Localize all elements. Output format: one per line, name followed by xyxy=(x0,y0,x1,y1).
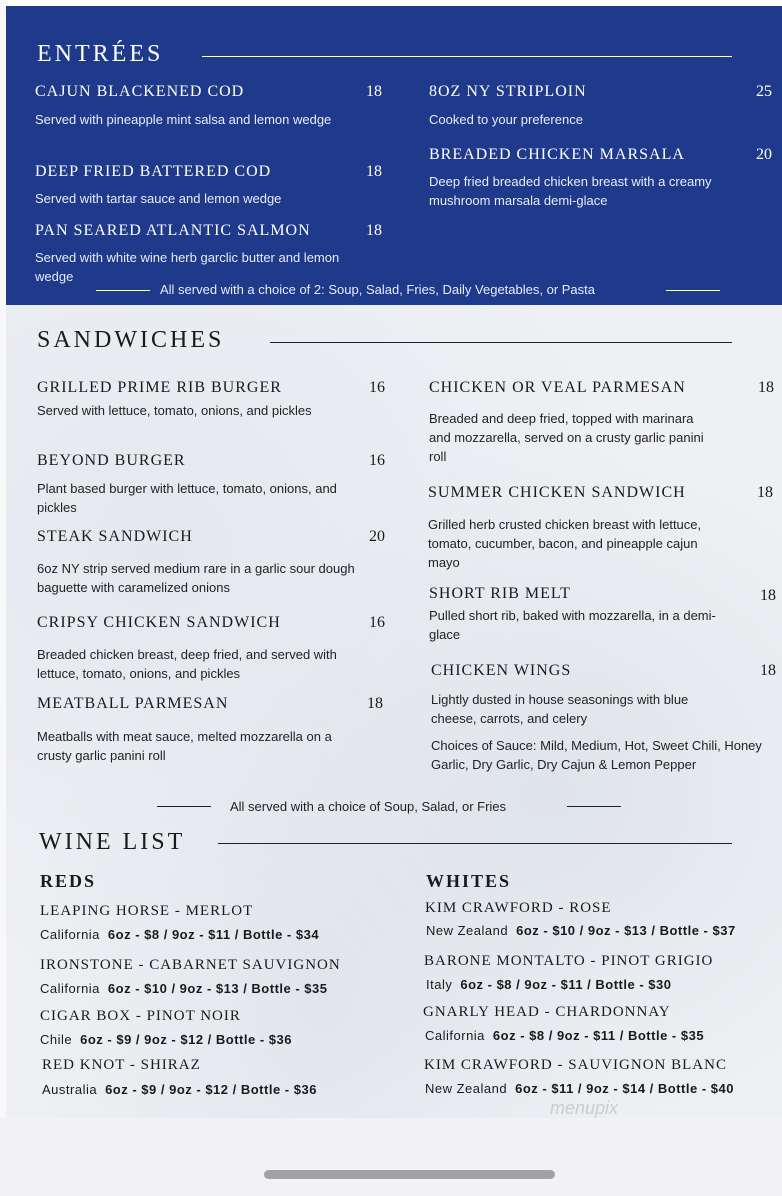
dish-description: Pulled short rib, baked with mozzarella, in a demi-glace xyxy=(429,608,716,642)
dish-description: Grilled herb crusted chicken breast with lettuce, tomato, cucumber, bacon, and pineapple cajun mayo xyxy=(428,517,702,570)
wine-origin: New Zealand xyxy=(426,923,509,938)
dish-name: GRILLED PRIME RIB BURGER xyxy=(37,379,282,396)
dish-price: 18 xyxy=(760,662,776,679)
dish-description: Deep fried breaded chicken breast with a creamy mushroom marsala demi-glace xyxy=(429,174,712,208)
dish-price: 18 xyxy=(367,695,383,712)
dish-name: STEAK SANDWICH xyxy=(37,528,193,545)
dish-price: 16 xyxy=(369,614,385,631)
dish-price: 18 xyxy=(758,379,774,396)
wine-title-rule xyxy=(218,843,732,844)
wine-details xyxy=(40,927,319,942)
wine-prices: 6oz - $8 / 9oz - $11 / Bottle - $34 xyxy=(107,927,320,942)
sauce-choices: Choices of Sauce: Mild, Medium, Hot, Sweet Chili, Honey Garlic, Dry Garlic, Dry Cajun & Lemon Pepper xyxy=(431,738,762,772)
dish-name: SUMMER CHICKEN SANDWICH xyxy=(428,484,686,501)
wine-name: CIGAR BOX - PINOT NOIR xyxy=(40,1008,241,1024)
wine-origin: Italy xyxy=(426,977,453,992)
dish-name: MEATBALL PARMESAN xyxy=(37,695,229,712)
wine-details xyxy=(425,1081,734,1096)
dish-name: BEYOND BURGER xyxy=(37,452,186,469)
dish-name: CHICKEN OR VEAL PARMESAN xyxy=(429,379,686,396)
sandwiches-note: All served with a choice of Soup, Salad, or Fries xyxy=(230,799,507,814)
wine-details xyxy=(40,981,328,996)
dish-name: BREADED CHICKEN MARSALA xyxy=(429,146,685,163)
wine-prices: 6oz - $11 / 9oz - $14 / Bottle - $40 xyxy=(515,1081,734,1096)
wine-details xyxy=(40,1032,292,1047)
dish-price: 16 xyxy=(369,379,385,396)
wine-name: LEAPING HORSE - MERLOT xyxy=(40,903,254,919)
dish-description: Breaded chicken breast, deep fried, and served with lettuce, tomato, onions, and pickles xyxy=(37,647,337,681)
wine-details xyxy=(426,923,736,938)
dish-description: Served with lettuce, tomato, onions, and pickles xyxy=(37,403,312,418)
wine-name: KIM CRAWFORD - SAUVIGNON BLANC xyxy=(424,1057,727,1073)
wine-prices: 6oz - $8 / 9oz - $11 / Bottle - $30 xyxy=(460,977,672,992)
home-indicator[interactable] xyxy=(264,1170,555,1179)
dish-description: Served with pineapple mint salsa and lemon wedge xyxy=(35,112,332,127)
dish-price: 18 xyxy=(366,163,382,180)
wine-name: RED KNOT - SHIRAZ xyxy=(42,1057,201,1073)
wine-name: GNARLY HEAD - CHARDONNAY xyxy=(423,1004,671,1020)
dish-description: Cooked to your preference xyxy=(429,112,583,127)
dish-price: 18 xyxy=(366,83,382,100)
wine-prices: 6oz - $8 / 9oz - $11 / Bottle - $35 xyxy=(492,1028,705,1043)
dish-description: Meatballs with meat sauce, melted mozzarella on a crusty garlic panini roll xyxy=(37,729,332,763)
wine-name: BARONE MONTALTO - PINOT GRIGIO xyxy=(424,953,714,969)
note-rule-right xyxy=(567,806,621,807)
reds-heading: REDS xyxy=(40,871,97,891)
whites-heading: WHITES xyxy=(426,871,512,891)
entrees-title: ENTRÉES xyxy=(37,41,164,67)
dish-description: 6oz NY strip served medium rare in a garlic sour dough baguette with caramelized onions xyxy=(37,561,355,595)
wine-prices: 6oz - $9 / 9oz - $12 / Bottle - $36 xyxy=(80,1032,292,1047)
note-rule-right xyxy=(666,290,720,291)
wine-origin: California xyxy=(40,927,100,942)
wine-origin: California xyxy=(40,981,100,996)
dish-name: CHICKEN WINGS xyxy=(431,662,572,679)
dish-price: 18 xyxy=(760,587,776,604)
wine-title: WINE LIST xyxy=(39,829,186,855)
dish-description: Lightly dusted in house seasonings with blue cheese, carrots, and celery xyxy=(431,692,689,726)
dish-description: Served with tartar sauce and lemon wedge xyxy=(35,191,282,206)
entrees-title-rule xyxy=(202,56,732,57)
wine-details xyxy=(42,1082,317,1097)
dish-price: 18 xyxy=(366,222,382,239)
dish-name: DEEP FRIED BATTERED COD xyxy=(35,163,272,180)
wine-origin: Chile xyxy=(40,1032,73,1047)
dish-name: SHORT RIB MELT xyxy=(429,585,571,602)
watermark: menupix xyxy=(550,1098,619,1118)
wine-origin: California xyxy=(425,1028,485,1043)
dish-name: 8OZ NY STRIPLOIN xyxy=(429,83,587,100)
wine-prices: 6oz - $10 / 9oz - $13 / Bottle - $35 xyxy=(107,981,328,996)
wine-prices: 6oz - $9 / 9oz - $12 / Bottle - $36 xyxy=(105,1082,317,1097)
note-rule-left xyxy=(96,290,150,291)
wine-details xyxy=(425,1028,704,1043)
dish-price: 18 xyxy=(757,484,773,501)
dish-name: CAJUN BLACKENED COD xyxy=(35,83,245,100)
note-rule-left xyxy=(157,806,211,807)
dish-description: Served with white wine herb garclic butter and lemon wedge xyxy=(35,250,340,284)
wine-name: IRONSTONE - CABARNET SAUVIGNON xyxy=(40,957,341,973)
dish-name: PAN SEARED ATLANTIC SALMON xyxy=(35,222,311,239)
wine-name: KIM CRAWFORD - ROSE xyxy=(425,900,612,916)
dish-price: 20 xyxy=(756,146,772,163)
entrees-note: All served with a choice of 2: Soup, Salad, Fries, Daily Vegetables, or Pasta xyxy=(160,282,596,297)
entrees-section xyxy=(6,6,782,305)
dish-description: Plant based burger with lettuce, tomato, onions, and pickles xyxy=(37,481,337,515)
lower-section xyxy=(6,305,782,1118)
wine-origin: New Zealand xyxy=(425,1081,508,1096)
wine-origin: Australia xyxy=(42,1082,98,1097)
dish-price: 25 xyxy=(756,83,772,100)
dish-description: Breaded and deep fried, topped with marinara and mozzarella, served on a crusty garlic panini roll xyxy=(429,411,704,464)
dish-name: CRIPSY CHICKEN SANDWICH xyxy=(37,614,281,631)
wine-details xyxy=(426,977,671,992)
dish-price: 16 xyxy=(369,452,385,469)
wine-prices: 6oz - $10 / 9oz - $13 / Bottle - $37 xyxy=(516,923,736,938)
dish-price: 20 xyxy=(369,528,385,545)
sandwiches-title-rule xyxy=(270,342,732,343)
sandwiches-title: SANDWICHES xyxy=(37,327,225,353)
